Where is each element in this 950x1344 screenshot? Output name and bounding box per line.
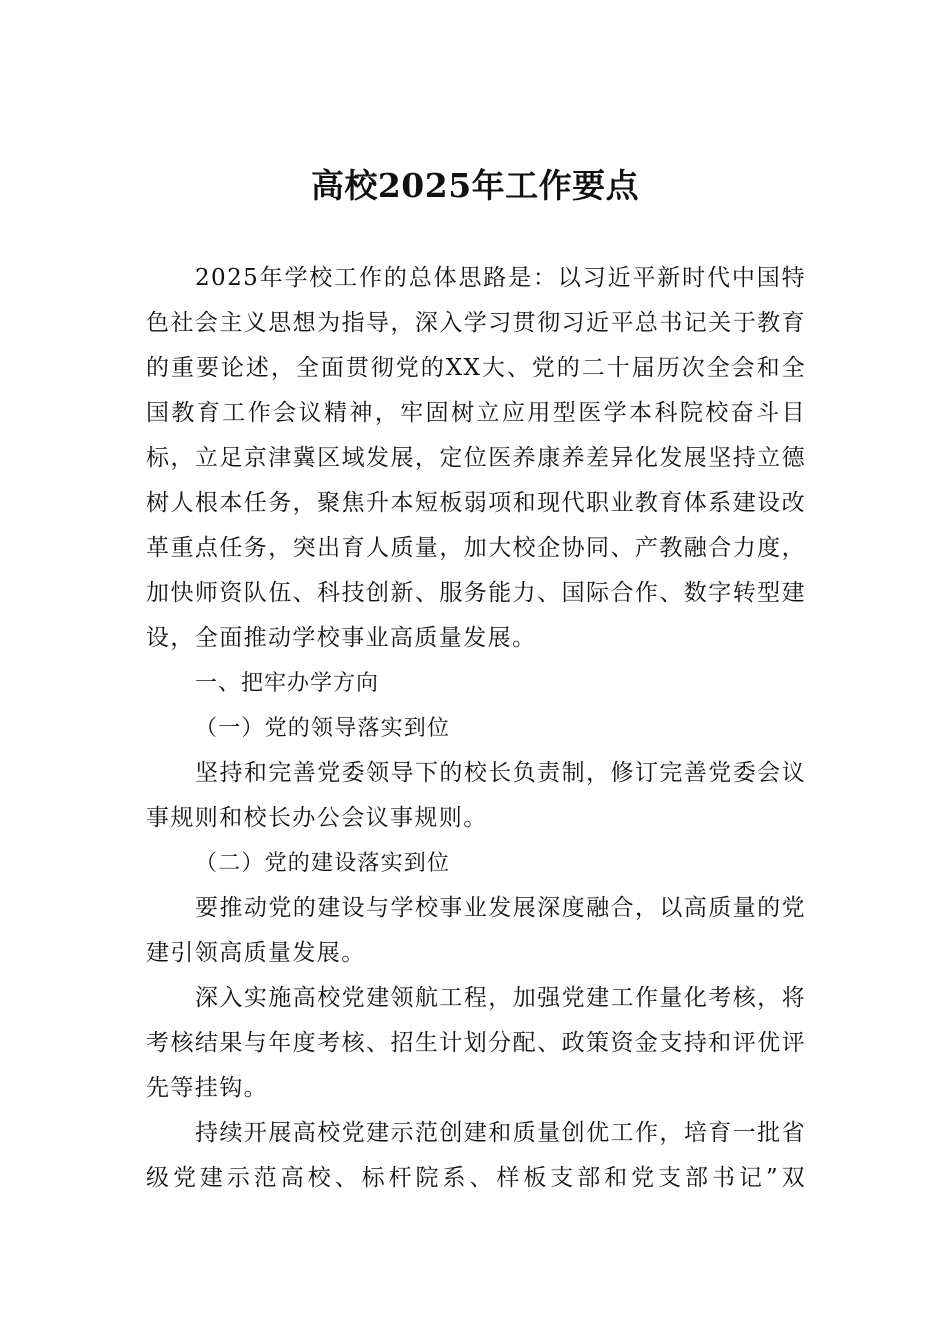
paragraph: 深入实施高校党建领航工程，加强党建工作量化考核，将考核结果与年度考核、招生计划分配、政策资金支持和评优评先等挂钩。 [146,985,806,1101]
subsection-heading-2: （二）党的建设落实到位 [195,851,451,876]
section-heading-1: 一、把牢办学方向 [195,671,380,696]
paragraph: 坚持和完善党委领导下的校长负责制，修订完善党委会议事规则和校长办公会议事规则。 [146,760,806,831]
paragraph: 要推动党的建设与学校事业发展深度融合，以高质量的党建引领高质量发展。 [146,895,806,966]
document-title: 高校2025年工作要点 [310,166,640,205]
intro-paragraph: 2025年学校工作的总体思路是：以习近平新时代中国特色社会主义思想为指导，深入学习贯彻习近平总书记关于教育的重要论述，全面贯彻党的XX大、党的二十届历次全会和全国教育工作会议精神，牢固树立应用型医学本科院校奋斗目标，立足京津冀区域发展，定位医养康养差异化发展坚持立德树人根本任务，聚焦升本短板弱项和现代职业教育体系建设改革重点任务，突出育人质量，加大校企协同、产教融合力度，加快师资队伍、科技创新、服务能力、国际合作、数字转型建设，全面推动学校事业高质量发展。 [146,265,806,651]
subsection-heading-1: （一）党的领导落实到位 [195,716,451,741]
document-body [146,256,806,1201]
paragraph: 持续开展高校党建示范创建和质量创优工作，培育一批省级党建示范高校、标杆院系、样板支部和党支部书记”双 [146,1120,806,1191]
